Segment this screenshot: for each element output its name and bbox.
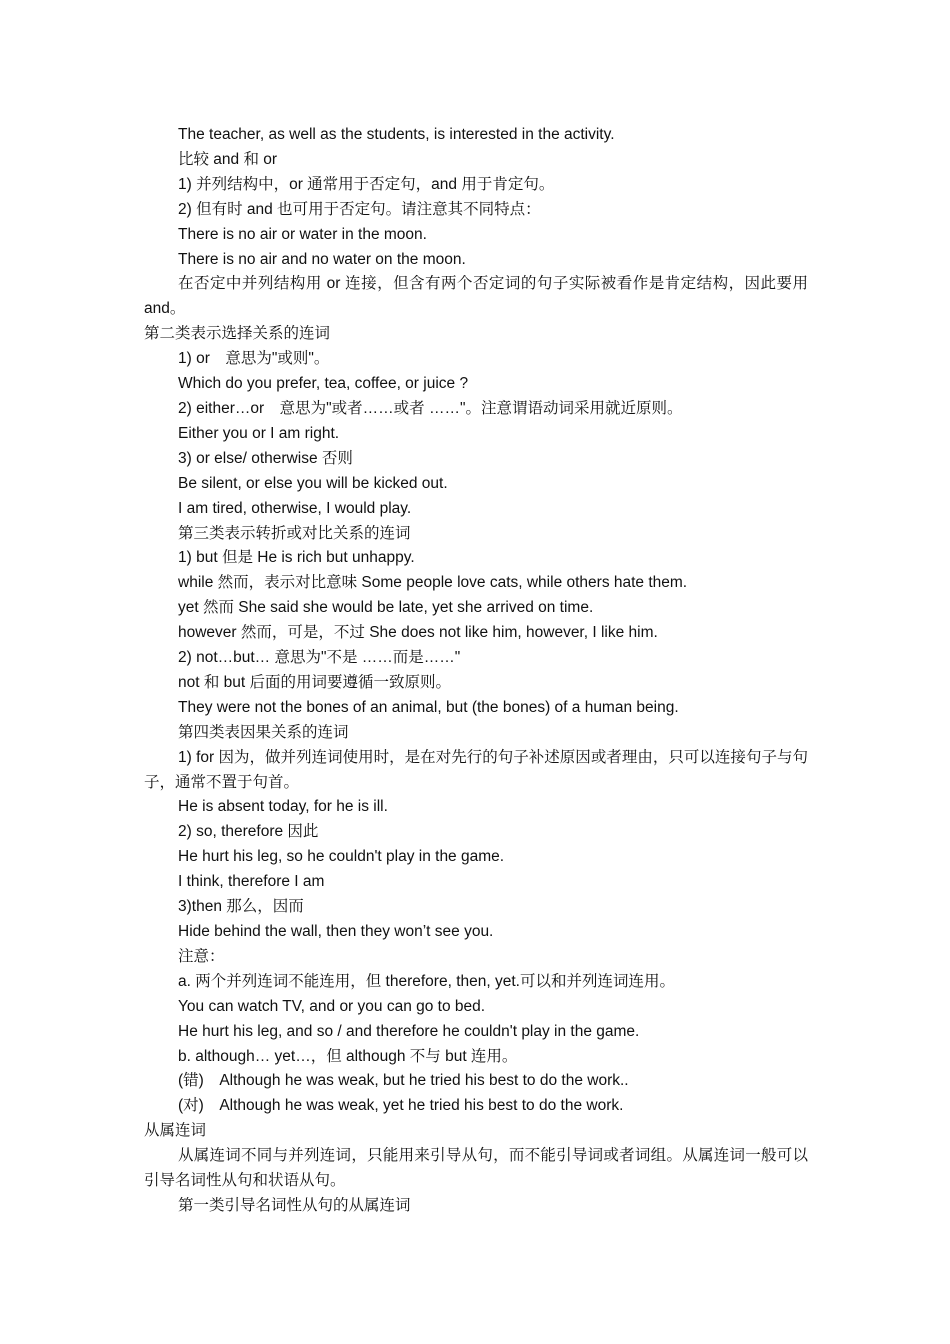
text-line: I am tired, otherwise, I would play.	[178, 499, 412, 517]
text-line: 1) but 但是 He is rich but unhappy.	[178, 549, 415, 567]
text-line: yet 然而 She said she would be late, yet she arrived on time.	[178, 599, 594, 617]
text-line: 3)then 那么，因而	[178, 898, 304, 916]
text-line: He hurt his leg, so he couldn't play in the game.	[178, 848, 505, 866]
text-line: 1) 并列结构中，or 通常用于否定句，and 用于肯定句。	[178, 175, 555, 193]
text-line: There is no air and no water on the moon.	[178, 250, 466, 268]
document-page	[144, 123, 808, 1219]
text-line: however 然而，可是，不过 She does not like him, however, I like him.	[178, 624, 658, 642]
text-line: Be silent, or else you will be kicked out.	[178, 474, 448, 492]
text-line: not 和 but 后面的用词要遵循一致原则。	[178, 673, 452, 691]
text-line: 比较 and 和 or	[178, 150, 278, 168]
text-line: 2) not…but… 意思为"不是 ……而是……"	[178, 649, 461, 667]
text-line: b. although… yet…，但 although 不与 but 连用。	[178, 1047, 518, 1065]
text-line: (对) Although he was weak, yet he tried his best to do the work.	[178, 1097, 624, 1115]
text-line: Either you or I am right.	[178, 424, 340, 442]
text-line: 第一类引导名词性从句的从属连词	[178, 1196, 411, 1214]
text-line: Hide behind the wall, then they won’t see you.	[178, 923, 494, 940]
text-line: He hurt his leg, and so / and therefore he couldn't play in the game.	[178, 1022, 640, 1040]
text-line: Which do you prefer, tea, coffee, or juice ?	[178, 375, 469, 393]
text-line: (错) Although he was weak, but he tried his best to do the work..	[178, 1072, 629, 1090]
text-line: while 然而，表示对比意味 Some people love cats, while others hate them.	[178, 574, 688, 592]
text-paragraph: 从属连词不同与并列连词，只能用来引导从句，而不能引导词或者词组。从属连词一般可以引导名词性从句和状语从句。	[144, 1147, 808, 1190]
text-line: There is no air or water in the moon.	[178, 225, 427, 243]
text-line: You can watch TV, and or you can go to bed.	[178, 997, 486, 1015]
text-line: 2) so, therefore 因此	[178, 823, 319, 841]
text-line: 注意：	[178, 947, 225, 965]
text-line: a. 两个并列连词不能连用，但 therefore, then, yet.可以和并列连词连用。	[178, 972, 675, 990]
text-paragraph: 1) for 因为，做并列连词使用时，是在对先行的句子补述原因或者理由，只可以连接句子与句子，通常不置于句首。	[144, 748, 808, 791]
text-line: The teacher, as well as the students, is interested in the activity.	[178, 126, 615, 143]
text-line: I think, therefore I am	[178, 873, 325, 891]
section-heading: 第二类表示选择关系的连词	[144, 325, 331, 343]
text-line: 2) either…or 意思为"或者……或者 ……"。注意谓语动词采用就近原则。	[178, 399, 683, 417]
text-line: 1) or 意思为"或则"。	[178, 350, 330, 368]
section-heading: 从属连词	[144, 1122, 207, 1140]
text-line: 2) 但有时 and 也可用于否定句。请注意其不同特点：	[178, 200, 541, 218]
text-line: 第四类表因果关系的连词	[178, 723, 349, 741]
text-line: 第三类表示转折或对比关系的连词	[178, 524, 411, 542]
text-line: 3) or else/ otherwise 否则	[178, 449, 353, 467]
text-line: They were not the bones of an animal, but (the bones) of a human being.	[178, 698, 679, 716]
text-paragraph: 在否定中并列结构用 or 连接，但含有两个否定词的句子实际被看作是肯定结构，因此要用 and。	[144, 275, 808, 318]
text-line: He is absent today, for he is ill.	[178, 798, 388, 816]
